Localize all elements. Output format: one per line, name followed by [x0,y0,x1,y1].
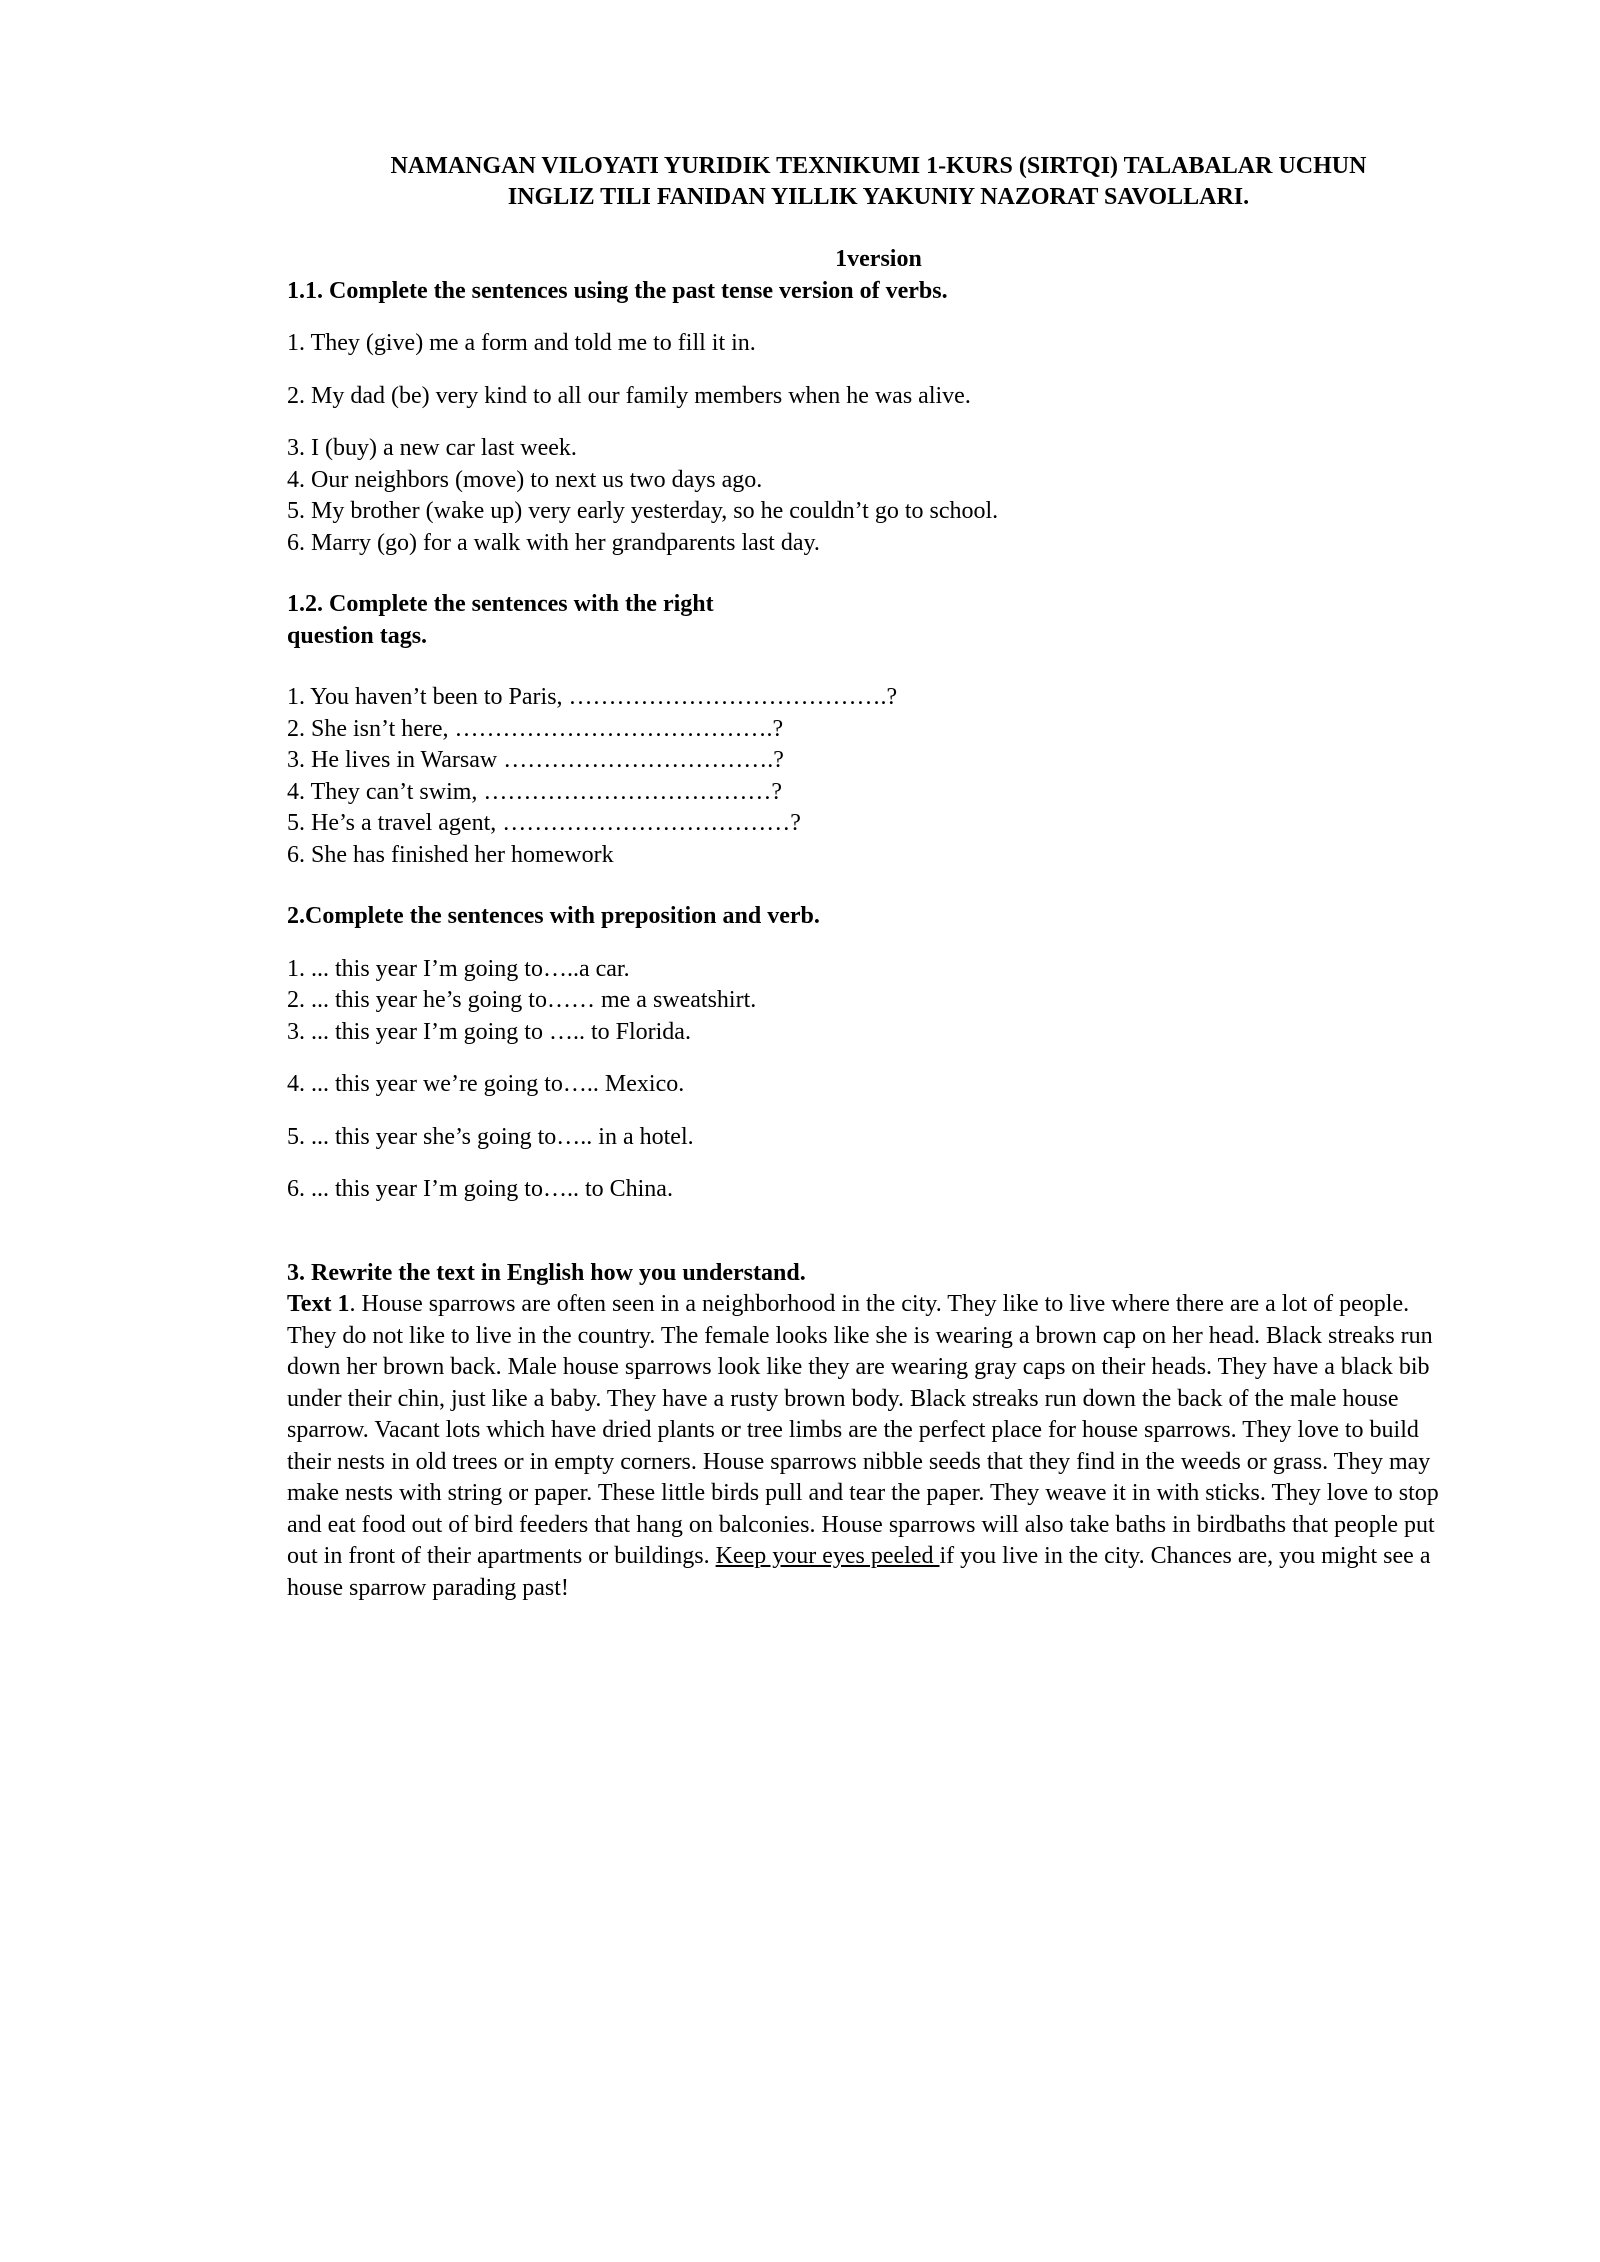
version-label: 1version [835,246,922,272]
text-1-body-part-2: if you live in the city. Chances are, you might see a house sparrow parading past! [287,1543,1431,1601]
section-1-1-item: 6. Marry (go) for a walk with her grandparents last day. [287,529,820,556]
section-2-title: 2.Complete the sentences with preposition and verb. [287,903,820,929]
document-content [287,151,1440,1604]
section-2-item: 3. ... this year I’m going to ….. to Florida. [287,1018,691,1045]
section-1-1-item: 3. I (buy) a new car last week. [287,435,577,461]
text-1-body-part-1: . House sparrows are often seen in a neighborhood in the city. They like to live where there are a lot of people. They do not like to live in the country. The female looks like she is wearing a brown cap on her head. Black streaks run down her brown back. Male house sparrows look like they are wearing gray caps on their heads. They have a black bib under their chin, just like a baby. They have a rusty brown body. Black streaks run down the back of the male house sparrow. Vacant lots which have dried plants or tree limbs are the perfect place for house sparrows. They love to build their nests in old trees or in empty corners. House sparrows nibble seeds that they find in the weeds or grass. They may make nests with string or paper. These little birds pull and tear the paper. They weave it in with sticks. They love to stop and eat food out of bird feeders that hang on balconies. House sparrows will also take baths in birdbaths that people put out in front of their apartments or buildings. [287,1291,1439,1569]
section-2-item: 2. ... this year he’s going to…… me a sweatshirt. [287,987,757,1013]
section-1-1-item: 4. Our neighbors (move) to next us two days ago. [287,466,763,493]
section-2-item: 4. ... this year we’re going to….. Mexico. [287,1071,685,1097]
document-title-line-2: INGLIZ TILI FANIDAN YILLIK YAKUNIY NAZORAT SAVOLLARI. [507,184,1250,210]
section-1-2-item: 6. She has finished her homework [287,841,614,868]
section-1-1-item: 5. My brother (wake up) very early yesterday, so he couldn’t go to school. [287,498,999,524]
text-1-underlined-phrase: Keep your eyes peeled [715,1543,940,1569]
section-3-title: 3. Rewrite the text in English how you understand. [287,1259,806,1286]
section-1-2-item: 2. She isn’t here, ………………………………….? [287,715,784,742]
section-1-1-item: 1. They (give) me a form and told me to fill it in. [287,330,756,356]
section-1-2-item: 5. He’s a travel agent, ………………………………? [287,810,801,836]
document-title-line-1: NAMANGAN VILOYATI YURIDIK TEXNIKUMI 1-KURS (SIRTQI) TALABALAR UCHUN [390,153,1367,179]
section-1-2-title-line-2: question tags. [287,622,428,649]
section-1-2-title [287,589,1440,652]
section-1-1-item: 2. My dad (be) very kind to all our family members when he was alive. [287,382,971,409]
text-1-label: Text 1 [287,1291,350,1317]
section-2-item: 5. ... this year she’s going to….. in a hotel. [287,1123,694,1150]
section-1-2-title-line-1: 1.2. Complete the sentences with the right [287,591,714,617]
section-2-item: 1. ... this year I’m going to…..a car. [287,955,630,982]
text-1-paragraph [287,1289,1440,1604]
section-1-2-item: 3. He lives in Warsaw …………………………….? [287,747,784,773]
document-title [287,151,1440,213]
section-1-2-item: 4. They can’t swim, ………………………………? [287,778,783,805]
section-2-item: 6. ... this year I’m going to….. to China. [287,1176,673,1202]
section-1-2-item: 1. You haven’t been to Paris, ………………………………….? [287,684,898,710]
section-1-1-title: 1.1. Complete the sentences using the past tense version of verbs. [287,277,948,304]
